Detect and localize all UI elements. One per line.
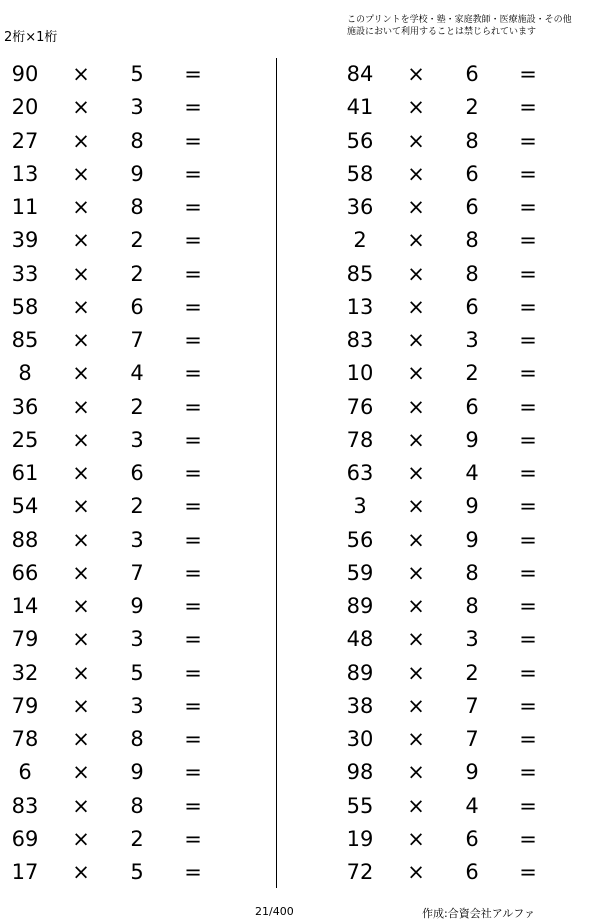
multiplier: 8 <box>130 727 144 751</box>
multiplicand: 58 <box>11 294 39 319</box>
multiplicand: 14 <box>11 594 39 618</box>
multiply-sign: × <box>407 627 425 652</box>
multiplicand: 8 <box>18 361 32 386</box>
equals-sign: = <box>184 860 202 884</box>
multiplier: 2 <box>465 660 479 685</box>
multiply-sign: × <box>72 228 90 253</box>
equals-sign: = <box>519 95 537 120</box>
equals-sign: = <box>519 361 537 386</box>
multiplicand: 98 <box>346 760 374 785</box>
multiplier: 3 <box>465 328 479 352</box>
multiply-sign: × <box>407 693 425 718</box>
equals-sign: = <box>184 693 202 718</box>
multiply-sign: × <box>407 427 425 452</box>
equals-sign: = <box>184 294 202 319</box>
multiply-sign: × <box>72 494 90 519</box>
left-problem-column <box>0 58 240 889</box>
equals-sign: = <box>519 328 537 352</box>
multiply-sign: × <box>72 660 90 685</box>
multiplier: 9 <box>130 161 144 186</box>
multiplicand: 69 <box>11 826 39 851</box>
multiply-sign: × <box>72 95 90 120</box>
problem-row <box>335 58 575 91</box>
equals-sign: = <box>184 594 202 618</box>
multiplicand: 32 <box>11 660 39 685</box>
multiplicand: 78 <box>11 727 39 751</box>
equals-sign: = <box>184 128 202 153</box>
multiplicand: 33 <box>11 261 39 286</box>
multiplicand: 55 <box>346 793 374 818</box>
multiplier: 3 <box>130 427 144 452</box>
equals-sign: = <box>184 627 202 652</box>
multiplier: 2 <box>465 95 479 120</box>
multiply-sign: × <box>407 793 425 818</box>
equals-sign: = <box>184 261 202 286</box>
multiplier: 4 <box>465 793 479 818</box>
problem-row <box>335 657 575 690</box>
multiplicand: 3 <box>353 494 367 519</box>
equals-sign: = <box>184 494 202 519</box>
multiply-sign: × <box>72 860 90 884</box>
multiply-sign: × <box>72 826 90 851</box>
multiplier: 2 <box>130 261 144 286</box>
multiplicand: 83 <box>11 793 39 818</box>
multiplicand: 25 <box>11 427 39 452</box>
problem-row <box>335 191 575 224</box>
multiplier: 3 <box>130 95 144 120</box>
right-problem-column <box>335 58 575 889</box>
multiplier: 6 <box>465 161 479 186</box>
multiplicand: 79 <box>11 693 39 718</box>
multiplier: 4 <box>465 461 479 485</box>
problem-row <box>0 623 240 656</box>
problem-row <box>335 756 575 789</box>
multiply-sign: × <box>72 627 90 652</box>
problem-row <box>0 424 240 457</box>
problem-row <box>0 490 240 523</box>
multiply-sign: × <box>72 594 90 618</box>
multiplier: 8 <box>465 560 479 585</box>
multiplier: 7 <box>465 693 479 718</box>
problem-row <box>335 790 575 823</box>
multiplicand: 17 <box>11 860 39 884</box>
multiplier: 2 <box>130 494 144 519</box>
problem-row <box>335 590 575 623</box>
equals-sign: = <box>184 95 202 120</box>
multiply-sign: × <box>72 62 90 86</box>
multiply-sign: × <box>407 494 425 519</box>
multiplier: 7 <box>130 328 144 352</box>
multiply-sign: × <box>72 793 90 818</box>
multiply-sign: × <box>72 261 90 286</box>
multiply-sign: × <box>407 860 425 884</box>
equals-sign: = <box>184 228 202 253</box>
multiplicand: 36 <box>11 394 39 419</box>
problem-row <box>0 690 240 723</box>
multiplier: 2 <box>130 394 144 419</box>
multiply-sign: × <box>407 727 425 751</box>
multiplier: 2 <box>130 228 144 253</box>
multiply-sign: × <box>407 95 425 120</box>
multiplicand: 10 <box>346 361 374 386</box>
equals-sign: = <box>519 461 537 485</box>
multiply-sign: × <box>407 461 425 485</box>
problem-row <box>335 490 575 523</box>
equals-sign: = <box>519 394 537 419</box>
equals-sign: = <box>519 294 537 319</box>
multiplicand: 20 <box>11 95 39 120</box>
multiplicand: 54 <box>11 494 39 519</box>
multiplicand: 89 <box>346 660 374 685</box>
multiplicand: 13 <box>11 161 39 186</box>
equals-sign: = <box>184 427 202 452</box>
multiply-sign: × <box>72 294 90 319</box>
equals-sign: = <box>519 128 537 153</box>
problem-row <box>0 590 240 623</box>
page-number: 21/400 <box>255 905 294 918</box>
multiplier: 9 <box>465 527 479 552</box>
multiplier: 2 <box>465 361 479 386</box>
problem-row <box>0 291 240 324</box>
problem-row <box>335 690 575 723</box>
multiplier: 6 <box>465 394 479 419</box>
problem-row <box>335 557 575 590</box>
multiplicand: 63 <box>346 461 374 485</box>
multiplier: 8 <box>465 261 479 286</box>
multiplier: 6 <box>130 461 144 485</box>
multiplicand: 79 <box>11 627 39 652</box>
multiplicand: 6 <box>18 760 32 785</box>
equals-sign: = <box>519 427 537 452</box>
multiplier: 7 <box>465 727 479 751</box>
equals-sign: = <box>519 195 537 219</box>
problem-row <box>0 391 240 424</box>
multiply-sign: × <box>407 195 425 219</box>
equals-sign: = <box>184 560 202 585</box>
equals-sign: = <box>184 394 202 419</box>
multiply-sign: × <box>72 195 90 219</box>
equals-sign: = <box>519 693 537 718</box>
equals-sign: = <box>519 860 537 884</box>
problem-row <box>0 524 240 557</box>
equals-sign: = <box>519 261 537 286</box>
equals-sign: = <box>184 361 202 386</box>
problem-row <box>0 557 240 590</box>
multiplier: 5 <box>130 660 144 685</box>
problem-row <box>0 357 240 390</box>
equals-sign: = <box>184 328 202 352</box>
problem-row <box>335 457 575 490</box>
problem-row <box>0 790 240 823</box>
multiplicand: 48 <box>346 627 374 652</box>
multiplier: 3 <box>130 693 144 718</box>
problem-row <box>335 623 575 656</box>
multiplier: 3 <box>130 527 144 552</box>
equals-sign: = <box>519 161 537 186</box>
problem-row <box>0 457 240 490</box>
equals-sign: = <box>519 62 537 86</box>
problem-row <box>335 357 575 390</box>
author-credit: 作成:合資会社アルファ <box>422 907 536 920</box>
multiply-sign: × <box>72 328 90 352</box>
equals-sign: = <box>519 627 537 652</box>
multiplicand: 11 <box>11 195 39 219</box>
equals-sign: = <box>519 826 537 851</box>
multiplicand: 27 <box>11 128 39 153</box>
multiply-sign: × <box>407 161 425 186</box>
multiply-sign: × <box>407 826 425 851</box>
equals-sign: = <box>184 161 202 186</box>
multiply-sign: × <box>72 361 90 386</box>
multiplier: 8 <box>130 128 144 153</box>
multiplier: 9 <box>130 594 144 618</box>
problem-row <box>0 823 240 856</box>
multiplicand: 2 <box>353 228 367 253</box>
multiply-sign: × <box>407 261 425 286</box>
multiply-sign: × <box>407 361 425 386</box>
multiplier: 3 <box>465 627 479 652</box>
equals-sign: = <box>519 228 537 253</box>
problem-row <box>0 91 240 124</box>
multiplicand: 39 <box>11 228 39 253</box>
equals-sign: = <box>184 62 202 86</box>
multiply-sign: × <box>72 427 90 452</box>
multiply-sign: × <box>407 294 425 319</box>
equals-sign: = <box>184 660 202 685</box>
multiplier: 3 <box>130 627 144 652</box>
usage-notice-line1: このプリントを学校・塾・家庭教師・医療施設・その他 <box>347 15 572 25</box>
multiply-sign: × <box>407 228 425 253</box>
multiplicand: 61 <box>11 461 39 485</box>
multiplicand: 56 <box>346 128 374 153</box>
problem-row <box>0 657 240 690</box>
multiplier: 6 <box>465 294 479 319</box>
multiply-sign: × <box>407 560 425 585</box>
multiplier: 8 <box>130 793 144 818</box>
multiplier: 8 <box>465 594 479 618</box>
equals-sign: = <box>519 494 537 519</box>
multiplier: 9 <box>130 760 144 785</box>
multiplier: 6 <box>130 294 144 319</box>
multiplicand: 13 <box>346 294 374 319</box>
multiplicand: 59 <box>346 560 374 585</box>
problem-row <box>335 823 575 856</box>
column-divider <box>276 58 277 888</box>
multiplicand: 85 <box>346 261 374 286</box>
usage-notice-line2: 施設において利用することは禁じられています <box>347 27 537 37</box>
problem-row <box>335 91 575 124</box>
multiplicand: 58 <box>346 161 374 186</box>
multiplicand: 41 <box>346 95 374 120</box>
multiplier: 6 <box>465 860 479 884</box>
problem-row <box>0 158 240 191</box>
equals-sign: = <box>184 527 202 552</box>
problem-row <box>335 856 575 889</box>
problem-row <box>0 856 240 889</box>
multiply-sign: × <box>407 527 425 552</box>
multiplicand: 90 <box>11 62 39 86</box>
problem-row <box>0 224 240 257</box>
problem-row <box>335 158 575 191</box>
multiplicand: 85 <box>11 328 39 352</box>
multiplier: 6 <box>465 62 479 86</box>
multiplier: 7 <box>130 560 144 585</box>
multiplicand: 38 <box>346 693 374 718</box>
problem-row <box>335 524 575 557</box>
multiplicand: 30 <box>346 727 374 751</box>
problem-row <box>0 191 240 224</box>
equals-sign: = <box>184 826 202 851</box>
multiplicand: 76 <box>346 394 374 419</box>
equals-sign: = <box>519 527 537 552</box>
multiplier: 4 <box>130 361 144 386</box>
multiplier: 9 <box>465 760 479 785</box>
problem-row <box>0 258 240 291</box>
multiply-sign: × <box>72 727 90 751</box>
problem-row <box>335 224 575 257</box>
multiplier: 6 <box>465 826 479 851</box>
problem-row <box>335 324 575 357</box>
problem-row <box>335 291 575 324</box>
problem-row <box>0 125 240 158</box>
problem-row <box>0 723 240 756</box>
multiplicand: 83 <box>346 328 374 352</box>
multiplier: 5 <box>130 62 144 86</box>
usage-notice <box>347 14 572 38</box>
problem-row <box>335 391 575 424</box>
multiplier: 8 <box>130 195 144 219</box>
multiply-sign: × <box>407 594 425 618</box>
multiply-sign: × <box>72 161 90 186</box>
multiplicand: 72 <box>346 860 374 884</box>
multiply-sign: × <box>72 394 90 419</box>
multiplicand: 66 <box>11 560 39 585</box>
equals-sign: = <box>184 195 202 219</box>
problem-row <box>335 258 575 291</box>
problem-row <box>0 756 240 789</box>
multiplicand: 36 <box>346 195 374 219</box>
equals-sign: = <box>519 560 537 585</box>
multiply-sign: × <box>407 394 425 419</box>
problem-row <box>335 424 575 457</box>
equals-sign: = <box>184 760 202 785</box>
worksheet-title: 2桁×1桁 <box>4 30 58 45</box>
multiply-sign: × <box>407 128 425 153</box>
multiplier: 8 <box>465 128 479 153</box>
problem-row <box>0 324 240 357</box>
equals-sign: = <box>519 660 537 685</box>
multiply-sign: × <box>72 693 90 718</box>
equals-sign: = <box>184 461 202 485</box>
multiplier: 9 <box>465 427 479 452</box>
multiply-sign: × <box>407 62 425 86</box>
multiplicand: 89 <box>346 594 374 618</box>
multiplier: 8 <box>465 228 479 253</box>
multiply-sign: × <box>72 128 90 153</box>
multiply-sign: × <box>72 760 90 785</box>
multiplicand: 56 <box>346 527 374 552</box>
problem-row <box>0 58 240 91</box>
equals-sign: = <box>184 727 202 751</box>
equals-sign: = <box>519 760 537 785</box>
equals-sign: = <box>519 727 537 751</box>
equals-sign: = <box>519 594 537 618</box>
equals-sign: = <box>184 793 202 818</box>
problem-row <box>335 723 575 756</box>
equals-sign: = <box>519 793 537 818</box>
multiplicand: 19 <box>346 826 374 851</box>
multiplier: 9 <box>465 494 479 519</box>
multiply-sign: × <box>72 527 90 552</box>
multiplicand: 78 <box>346 427 374 452</box>
problem-row <box>335 125 575 158</box>
multiplicand: 84 <box>346 62 374 86</box>
multiply-sign: × <box>407 328 425 352</box>
multiply-sign: × <box>72 461 90 485</box>
multiplier: 5 <box>130 860 144 884</box>
multiply-sign: × <box>407 760 425 785</box>
multiply-sign: × <box>407 660 425 685</box>
multiplier: 2 <box>130 826 144 851</box>
multiplier: 6 <box>465 195 479 219</box>
multiply-sign: × <box>72 560 90 585</box>
multiplicand: 88 <box>11 527 39 552</box>
